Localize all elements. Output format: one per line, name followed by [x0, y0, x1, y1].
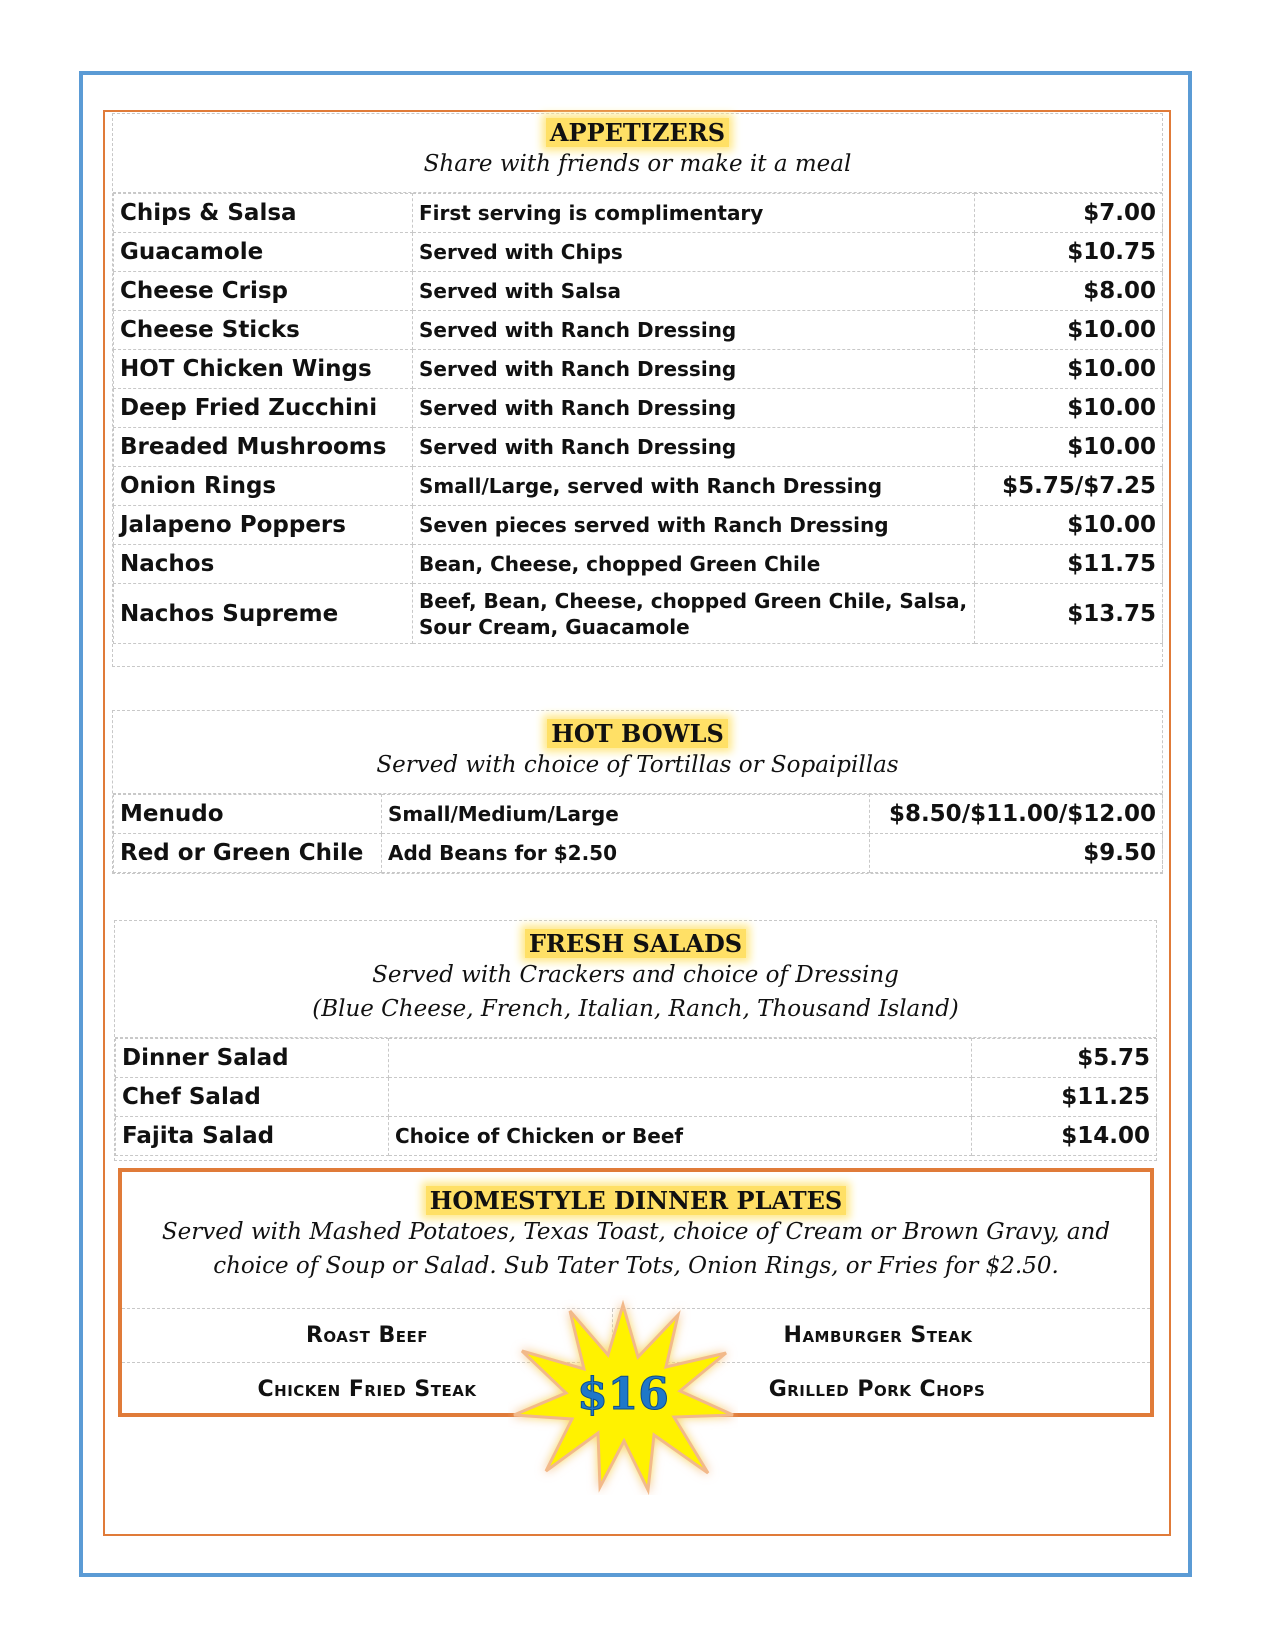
salads-dressing-list: (Blue Cheese, French, Italian, Ranch, Thousand Island) [312, 996, 959, 1022]
menu-item-name: Red or Green Chile [114, 834, 382, 873]
plate-item: Chicken Fried Steak [257, 1377, 477, 1402]
menu-item-name: HOT Chicken Wings [114, 350, 413, 389]
menu-item-description: Served with Ranch Dressing [413, 389, 975, 428]
menu-item-price: $5.75/$7.25 [975, 467, 1163, 506]
menu-item-row [114, 194, 1163, 233]
menu-item-row [114, 233, 1163, 272]
menu-item-name: Chef Salad [116, 1078, 389, 1117]
hot-bowls-subtitle: Served with choice of Tortillas or Sopaipillas [376, 752, 899, 778]
menu-item-row [114, 389, 1163, 428]
menu-item-name: Onion Rings [114, 467, 413, 506]
price-starburst-badge [508, 1295, 738, 1495]
menu-item-name: Guacamole [114, 233, 413, 272]
appetizers-header [113, 114, 1162, 193]
appetizers-section [112, 113, 1163, 667]
hot-bowls-title: HOT BOWLS [547, 719, 728, 748]
menu-item-name: Nachos [114, 545, 413, 584]
menu-item-price: $10.00 [975, 389, 1163, 428]
salads-header [115, 921, 1156, 1038]
menu-item-price: $11.25 [972, 1078, 1157, 1117]
menu-item-price: $14.00 [972, 1117, 1157, 1156]
dinner-plates-subtitle: Served with Mashed Potatoes, Texas Toast, choice of Cream or Brown Gravy, and [161, 1219, 1111, 1245]
menu-item-name: Nachos Supreme [114, 584, 413, 644]
appetizers-table [113, 193, 1163, 644]
menu-item-description: First serving is complimentary [413, 194, 975, 233]
menu-item-price: $7.00 [975, 194, 1163, 233]
dinner-plates-subtitle-2: choice of Soup or Salad. Sub Tater Tots, Onion Rings, or Fries for $2.50. [213, 1253, 1059, 1279]
menu-item-price: $10.00 [975, 428, 1163, 467]
menu-item-row [114, 834, 1163, 873]
menu-item-name: Deep Fried Zucchini [114, 389, 413, 428]
menu-item-price: $8.50/$11.00/$12.00 [870, 795, 1163, 834]
menu-item-row [114, 428, 1163, 467]
menu-item-price: $13.75 [975, 584, 1163, 644]
price-badge-text: $16 [577, 1369, 669, 1420]
menu-item-name: Fajita Salad [116, 1117, 389, 1156]
menu-item-price: $5.75 [972, 1039, 1157, 1078]
menu-item-name: Chips & Salsa [114, 194, 413, 233]
menu-item-name: Menudo [114, 795, 382, 834]
dinner-plates-title: HOMESTYLE DINNER PLATES [426, 1186, 847, 1215]
hot-bowls-header [113, 711, 1162, 794]
salads-table [115, 1038, 1157, 1156]
hot-bowls-section [112, 710, 1163, 874]
menu-item-description: Small/Large, served with Ranch Dressing [413, 467, 975, 506]
menu-item-row [114, 272, 1163, 311]
appetizers-subtitle: Share with friends or make it a meal [423, 151, 852, 177]
menu-item-row [114, 506, 1163, 545]
menu-item-row [116, 1039, 1157, 1078]
menu-item-name: Cheese Sticks [114, 311, 413, 350]
menu-item-description: Add Beans for $2.50 [382, 834, 870, 873]
menu-item-price: $10.00 [975, 506, 1163, 545]
plate-item: Hamburger Steak [612, 1309, 1143, 1363]
menu-item-price: $11.75 [975, 545, 1163, 584]
menu-item-row [114, 795, 1163, 834]
menu-item-price: $10.75 [975, 233, 1163, 272]
menu-item-description: Choice of Chicken or Beef [389, 1117, 972, 1156]
menu-item-row [114, 467, 1163, 506]
menu-item-description: Served with Salsa [413, 272, 975, 311]
hot-bowls-table [113, 794, 1163, 873]
menu-item-description: Seven pieces served with Ranch Dressing [413, 506, 975, 545]
menu-item-row [116, 1078, 1157, 1117]
menu-item-price: $10.00 [975, 350, 1163, 389]
salads-subtitle: Served with Crackers and choice of Dressing [372, 962, 899, 988]
appetizers-title: APPETIZERS [546, 118, 729, 147]
salads-section [114, 920, 1157, 1161]
menu-item-description: Served with Ranch Dressing [413, 428, 975, 467]
menu-item-name: Jalapeno Poppers [114, 506, 413, 545]
menu-item-description: Served with Ranch Dressing [413, 350, 975, 389]
menu-item-row [114, 350, 1163, 389]
menu-item-row [114, 584, 1163, 644]
menu-item-price: $10.00 [975, 311, 1163, 350]
menu-item-price: $8.00 [975, 272, 1163, 311]
menu-item-row [114, 545, 1163, 584]
menu-item-row [116, 1117, 1157, 1156]
menu-item-description: Served with Ranch Dressing [413, 311, 975, 350]
menu-item-name: Cheese Crisp [114, 272, 413, 311]
menu-item-description: Small/Medium/Large [382, 795, 870, 834]
salads-title: FRESH SALADS [525, 929, 746, 958]
dinner-plates-header [122, 1172, 1150, 1283]
menu-item-name: Breaded Mushrooms [114, 428, 413, 467]
plate-item: Roast Beef [305, 1323, 429, 1348]
menu-item-price: $9.50 [870, 834, 1163, 873]
menu-item-row [114, 311, 1163, 350]
menu-item-name: Dinner Salad [116, 1039, 389, 1078]
menu-item-description [389, 1078, 972, 1117]
menu-item-description: Bean, Cheese, chopped Green Chile [413, 545, 975, 584]
menu-item-description [389, 1039, 972, 1078]
plate-item: Grilled Pork Chops [768, 1377, 986, 1402]
menu-item-description: Served with Chips [413, 233, 975, 272]
menu-item-description: Beef, Bean, Cheese, chopped Green Chile, Salsa, Sour Cream, Guacamole [413, 584, 975, 644]
